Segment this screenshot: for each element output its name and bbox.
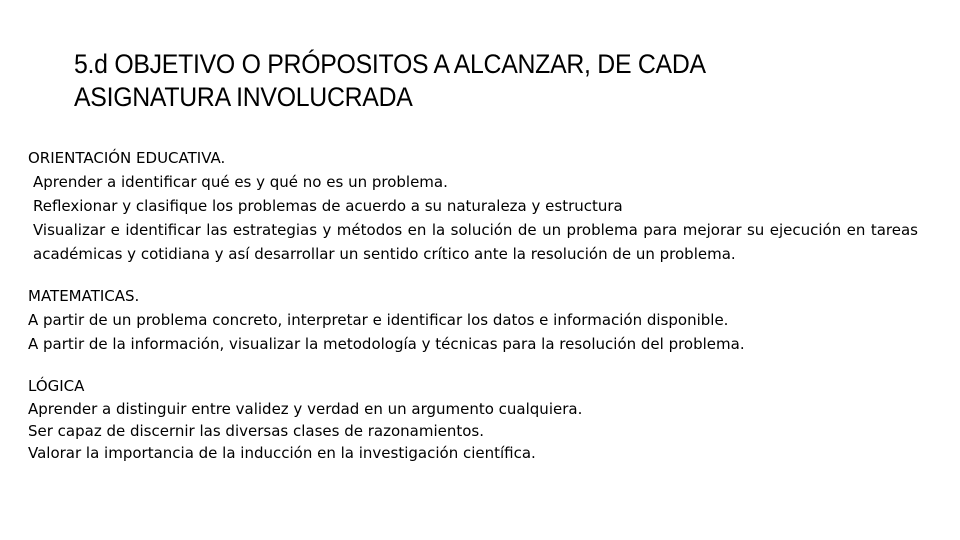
objective-item: A partir de un problema concreto, interpretar e identificar los datos e información disponible.: [28, 311, 729, 329]
objective-item: A partir de la información, visualizar la metodología y técnicas para la resolución del problema.: [28, 335, 745, 353]
slide-title-line-1: 5.d OBJETIVO O PRÓPOSITOS A ALCANZAR, DE CADA: [74, 49, 706, 79]
objective-item: Ser capaz de discernir las diversas clases de razonamientos.: [28, 422, 484, 440]
section-heading: MATEMATICAS.: [28, 287, 140, 305]
objective-item: Visualizar e identificar las estrategias y métodos en la solución de un problema para mejorar su ejecución en tareas académicas y cotidiana y así desarrollar un sentido crítico ante la resolución de un problema.: [33, 221, 918, 263]
section-matematicas: [28, 284, 918, 356]
slide-title-line-2: ASIGNATURA INVOLUCRADA: [74, 82, 413, 112]
section-logica: [28, 374, 918, 464]
objective-item: Reflexionar y clasifique los problemas de acuerdo a su naturaleza y estructura: [33, 197, 623, 215]
slide-body: [28, 146, 918, 482]
objective-item: Aprender a identificar qué es y qué no es un problema.: [33, 173, 448, 191]
objective-item: Aprender a distinguir entre validez y verdad en un argumento cualquiera.: [28, 400, 583, 418]
objective-item: Valorar la importancia de la inducción en la investigación científica.: [28, 444, 536, 462]
section-heading: LÓGICA: [28, 377, 85, 395]
slide-title: [74, 48, 828, 114]
section-orientacion-educativa: [28, 146, 918, 266]
section-heading: ORIENTACIÓN EDUCATIVA.: [28, 149, 226, 167]
